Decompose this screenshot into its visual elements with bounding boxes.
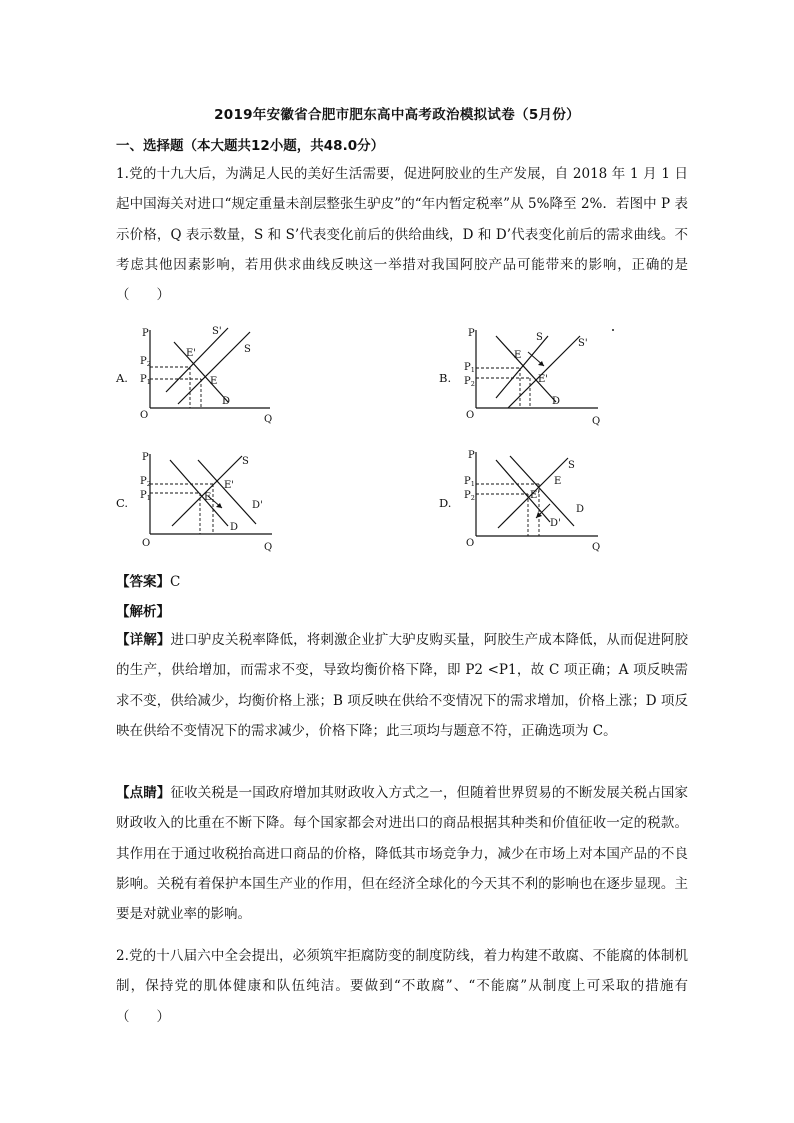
page-title: 2019年安徽省合肥市肥东高中高考政治模拟试卷（5月份） xyxy=(214,107,580,123)
option-d-diagram xyxy=(462,446,612,554)
question-1-stem: 1.党的十九大后，为满足人民的美好生活需要，促进阿胶业的生产发展，自 2018 年 1 月 1 日起中国海关对进口“规定重量未剖层整张生驴皮”的“年内暂定税率”从 5%降至 2%．若图中 P 表示价格，Q 表示数量，S 和 S’代表变化前后的供给曲线，D 和 D’代表变化前后的需求曲线。不考虑其他因素影响，若用供求曲线反映这一举措对我国阿胶产品可能带来的影响，正确的是（ ） xyxy=(116,166,688,304)
b-p-top-sub: 1 xyxy=(470,366,475,374)
svg-text:P2 xyxy=(464,376,475,388)
b-eq-e-prime: E' xyxy=(538,374,549,385)
question-2-stem: 2.党的十八届六中全会提出，必须筑牢拒腐防变的制度防线，着力构建不敢腐、不能腐的体制机制，保持党的肌体健康和队伍纯洁。要做到“不敢腐”、“不能腐”从制度上可采取的措施有（ ） xyxy=(116,948,688,1025)
c-eq-e: E xyxy=(204,492,212,503)
c-p-top-sub: 2 xyxy=(146,480,151,488)
d-axis-p: P xyxy=(468,450,475,461)
d-origin: O xyxy=(466,538,475,549)
d-p-top: P xyxy=(464,476,471,487)
detail-paragraph xyxy=(116,625,688,746)
a-curve-s: S xyxy=(244,344,251,355)
option-d-letter: D. xyxy=(439,496,452,510)
c-eq-e-prime: E' xyxy=(224,480,235,491)
a-p-top-sub: 2 xyxy=(146,360,151,368)
tip-paragraph xyxy=(116,778,688,929)
svg-text:P1 xyxy=(140,490,151,502)
answer-label: 【答案】 xyxy=(116,574,170,590)
d-eq-e-prime: E' xyxy=(530,490,541,501)
d-axis-q: Q xyxy=(592,542,601,553)
option-b-diagram xyxy=(462,322,612,428)
a-eq-e-prime: E' xyxy=(186,348,197,359)
tip-label: 【点睛】 xyxy=(116,785,171,801)
tip-text: 征收关税是一国政府增加其财政收入方式之一，但随着世界贸易的不断发展关税占国家财政收入的比重在不断下降。每个国家都会对进出口的商品根据其种类和价值征收一定的税款。其作用在于通过收税抬高进口商品的价格，降低其市场竞争力，减少在市场上对本国产品的不良影响。关税有着保护本国生产业的作用，但在经济全球化的今天其不利的影响也在逐步显现。主要是对就业率的影响。 xyxy=(116,785,689,923)
option-a-diagram xyxy=(138,322,278,424)
a-p-top: P xyxy=(140,356,147,367)
a-p-bot-sub: 1 xyxy=(146,378,151,386)
b-p-bot: P xyxy=(464,376,471,387)
d-curve-d-prime: D' xyxy=(550,518,561,529)
svg-text:P1 xyxy=(464,476,475,488)
b-curve-s-prime: S' xyxy=(578,338,588,349)
analysis-line xyxy=(116,600,170,620)
b-origin: O xyxy=(466,410,475,421)
d-curve-s: S xyxy=(568,460,575,471)
c-p-bot-sub: 1 xyxy=(146,494,151,502)
a-curve-d: D xyxy=(222,396,231,407)
c-p-bot: P xyxy=(140,490,147,501)
d-eq-e: E xyxy=(554,476,562,487)
svg-text:P2 xyxy=(140,476,151,488)
b-curve-d: D xyxy=(552,396,561,407)
c-axis-q: Q xyxy=(264,542,273,553)
d-p-top-sub: 1 xyxy=(470,480,475,488)
stray-dot xyxy=(612,329,614,331)
b-p-top: P xyxy=(464,362,471,373)
svg-text:P1 xyxy=(464,362,475,374)
b-curve-s: S xyxy=(536,332,543,343)
a-p-bot: P xyxy=(140,374,147,385)
section-heading: 一、选择题（本大题共12小题，共48.0分） xyxy=(116,138,385,154)
d-p-bot-sub: 2 xyxy=(470,494,475,502)
option-b-letter: B. xyxy=(439,371,452,385)
c-p-top: P xyxy=(140,476,147,487)
c-origin: O xyxy=(142,538,151,549)
a-axis-p: P xyxy=(142,328,149,339)
option-a-letter: A. xyxy=(116,371,128,385)
a-eq-e: E xyxy=(210,376,218,387)
c-axis-p: P xyxy=(142,452,149,463)
a-axis-q: Q xyxy=(264,414,273,424)
svg-text:P1 xyxy=(140,374,151,386)
d-curve-d: D xyxy=(576,504,585,515)
answer-line xyxy=(116,570,180,590)
c-curve-d-prime: D' xyxy=(252,500,263,511)
detail-label: 【详解】 xyxy=(116,632,171,648)
a-origin: O xyxy=(140,410,149,421)
b-axis-p: P xyxy=(468,328,475,339)
analysis-label: 【解析】 xyxy=(116,604,170,620)
c-curve-s: S xyxy=(242,456,249,467)
b-p-bot-sub: 2 xyxy=(470,380,475,388)
c-curve-d: D xyxy=(230,522,239,533)
d-p-bot: P xyxy=(464,490,471,501)
a-curve-s-prime: S' xyxy=(212,326,222,337)
svg-text:P2 xyxy=(464,490,475,502)
answer-value: C xyxy=(170,574,181,590)
b-axis-q: Q xyxy=(592,416,601,427)
option-c-diagram xyxy=(138,448,286,554)
svg-text:P2 xyxy=(140,356,151,368)
detail-text: 进口驴皮关税率降低，将刺激企业扩大驴皮购买量，阿胶生产成本降低，从而促进阿胶的生产，供给增加，而需求不变，导致均衡价格下降，即 P2 <P1，故 C 项正确；A 项反映需求不变，供给减少，均衡价格上涨；B 项反映在供给不变情况下的需求增加，价格上涨；D 项反映在供给不变情况下的需求减少，价格下降；此三项均与题意不符，正确选项为 C。 xyxy=(116,632,689,739)
b-eq-e: E xyxy=(514,350,522,361)
option-c-letter: C. xyxy=(116,496,129,510)
